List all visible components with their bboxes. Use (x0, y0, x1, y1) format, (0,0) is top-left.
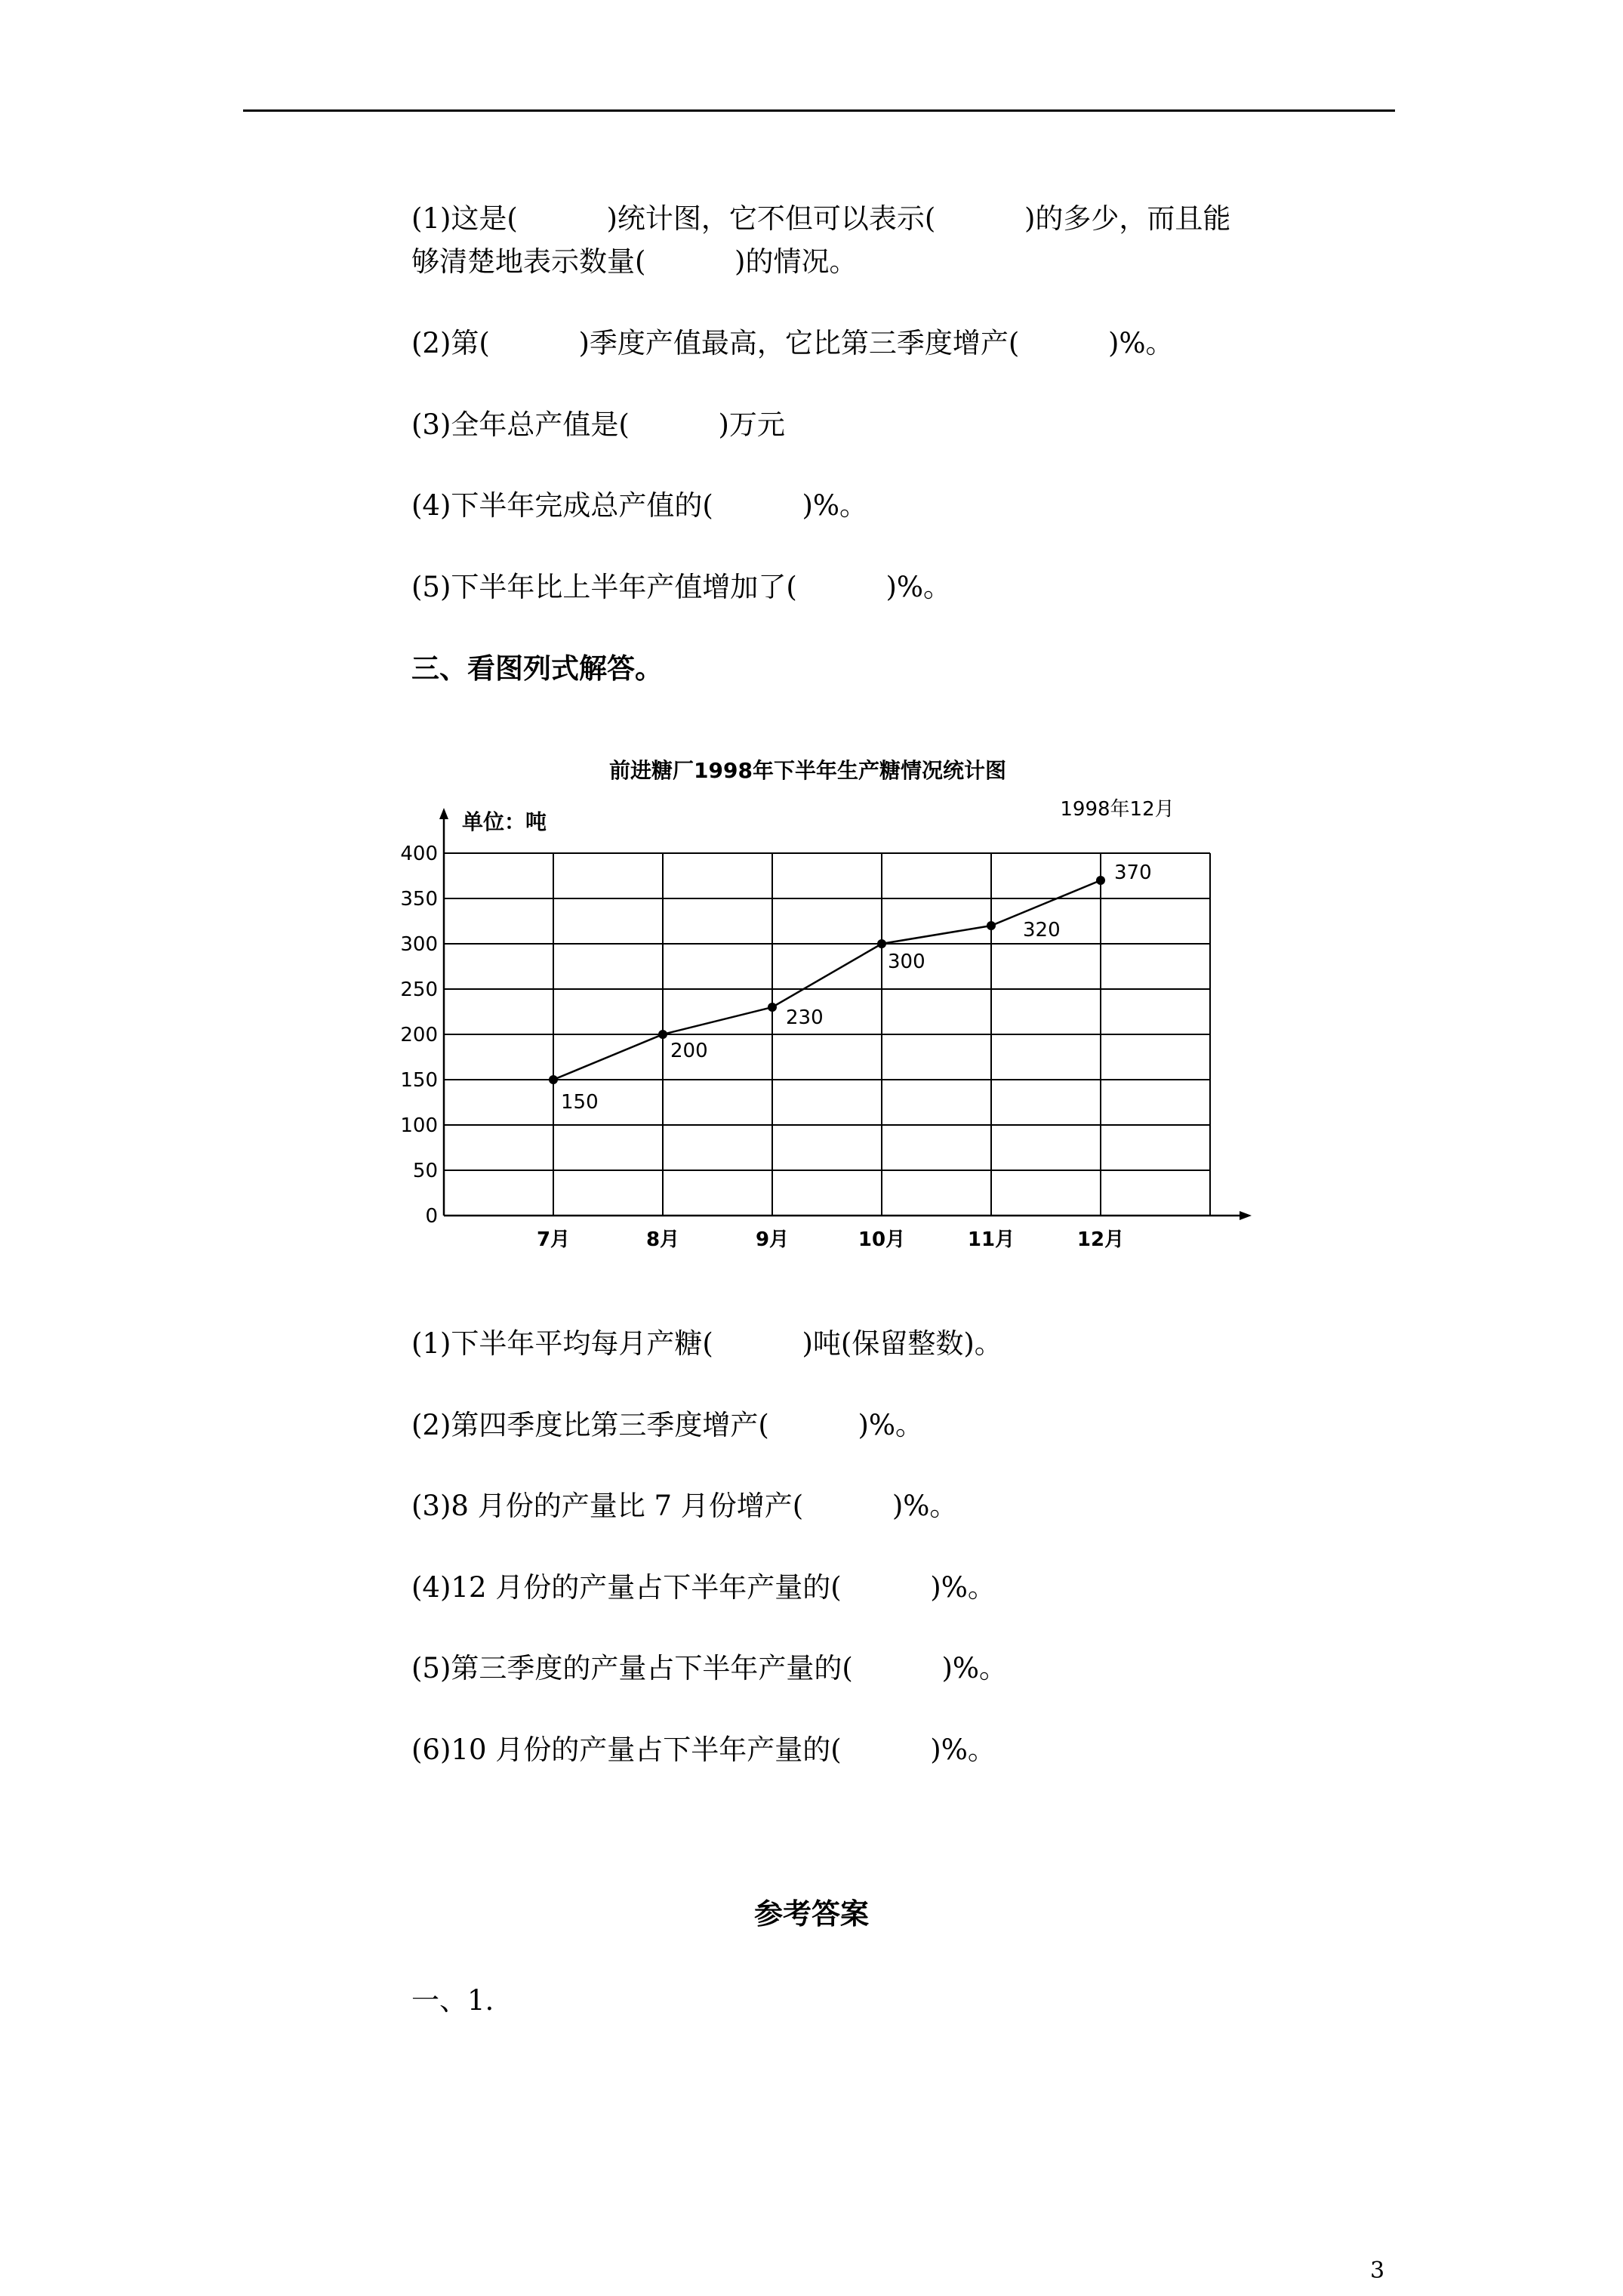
data-label: 150 (561, 1091, 599, 1114)
y-tick-label: 50 (412, 1160, 438, 1182)
chart-series (549, 876, 1105, 1084)
y-tick-label: 250 (400, 978, 438, 1001)
question-2-1-line-2: 够清楚地表示数量( )的情况。 (411, 245, 858, 278)
question-3-4: (4)12 月份的产量占下半年产量的( )%。 (411, 1571, 996, 1604)
chart-x-tick-labels (537, 1228, 1124, 1251)
question-3-6: (6)10 月份的产量占下半年产量的( )%。 (411, 1734, 996, 1766)
data-point (768, 1003, 777, 1012)
data-label: 230 (786, 1006, 824, 1029)
chart-date-note: 1998年12月 (1060, 798, 1175, 821)
data-point (987, 921, 996, 930)
answers-first-line: 一、1. (411, 1984, 494, 2017)
question-3-5: (5)第三季度的产量占下半年产量的( )%。 (411, 1652, 1008, 1684)
x-tick-label: 8月 (645, 1228, 680, 1251)
y-tick-label: 350 (400, 888, 438, 911)
data-label: 370 (1114, 861, 1152, 884)
y-tick-label: 200 (400, 1024, 438, 1046)
chart-title: 前进糖厂1998年下半年生产糖情况统计图 (609, 758, 1006, 783)
x-tick-label: 10月 (858, 1228, 906, 1251)
chart-data-labels (561, 861, 1152, 1114)
x-tick-label: 12月 (1076, 1228, 1125, 1251)
y-tick-label: 300 (400, 933, 438, 956)
question-2-1-line-1: (1)这是( )统计图，它不但可以表示( )的多少，而且能 (411, 202, 1231, 235)
question-3-1: (1)下半年平均每月产糖( )吨(保留整数)。 (411, 1327, 1002, 1360)
data-label: 320 (1023, 919, 1061, 942)
y-tick-label: 150 (400, 1069, 438, 1092)
header-rule (243, 109, 1395, 112)
chart-y-tick-labels (400, 843, 438, 1228)
section-3-heading: 三、看图列式解答。 (411, 652, 663, 685)
question-3-2: (2)第四季度比第三季度增产( )%。 (411, 1409, 924, 1441)
y-tick-label: 100 (400, 1114, 438, 1137)
question-2-3: (3)全年总产值是( )万元 (411, 408, 785, 441)
chart-grid (444, 853, 1210, 1216)
data-label: 300 (888, 951, 925, 973)
y-tick-label: 400 (400, 843, 438, 865)
question-3-3: (3)8 月份的产量比 7 月份增产( )%。 (411, 1490, 958, 1522)
x-tick-label: 11月 (967, 1228, 1015, 1251)
data-point (877, 939, 886, 948)
answers-title: 参考答案 (753, 1897, 869, 1931)
y-axis-arrow (439, 808, 448, 819)
page-number: 3 (1370, 2257, 1385, 2284)
series-line (553, 880, 1101, 1080)
question-2-4: (4)下半年完成总产值的( )%。 (411, 489, 868, 522)
x-tick-label: 9月 (755, 1228, 790, 1251)
data-label: 200 (670, 1040, 708, 1062)
x-tick-label: 7月 (536, 1228, 571, 1251)
question-2-5: (5)下半年比上半年产值增加了( )%。 (411, 571, 952, 603)
data-point (1096, 876, 1105, 885)
y-tick-label: 0 (425, 1205, 438, 1228)
chart-unit-label: 单位：吨 (462, 809, 547, 834)
data-point (549, 1075, 558, 1084)
question-2-2: (2)第( )季度产值最高，它比第三季度增产( )%。 (411, 327, 1174, 359)
x-axis-arrow (1240, 1211, 1252, 1220)
sugar-production-line-chart (385, 740, 1261, 1268)
data-point (658, 1030, 667, 1039)
